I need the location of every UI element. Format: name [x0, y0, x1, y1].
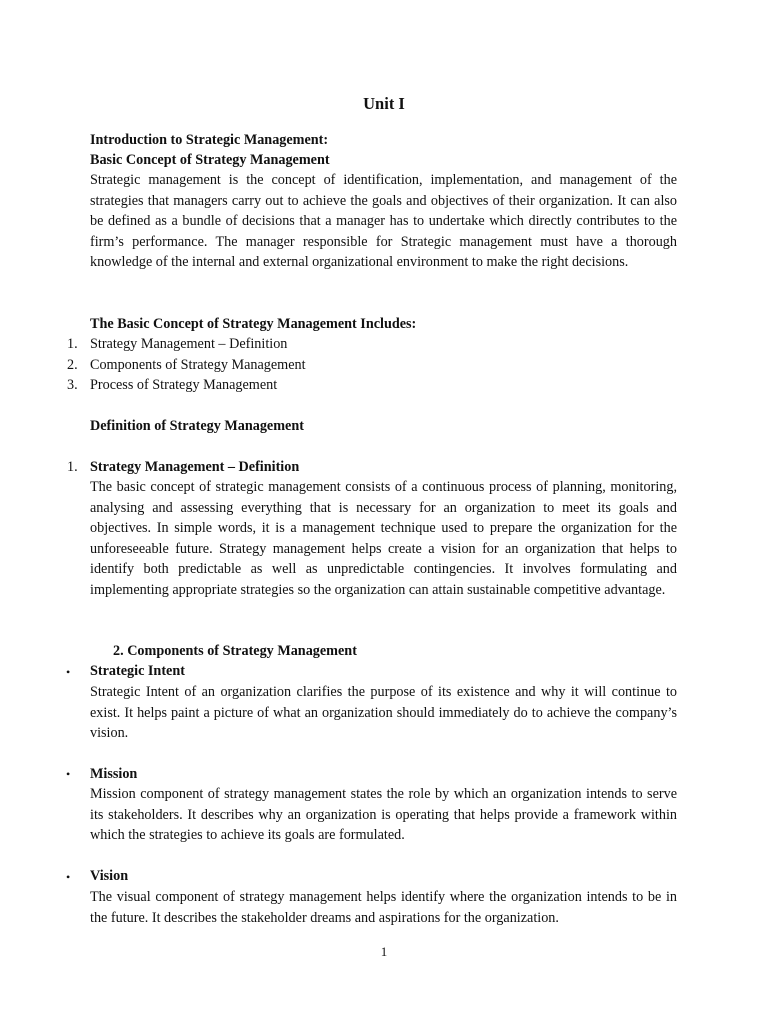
basic-concept-heading: Basic Concept of Strategy Management	[90, 152, 330, 168]
strategic-intent-paragraph: Strategic Intent of an organization clarifies the purpose of its existence and why it will continue to exist. It helps paint a picture of what an organization should immediately do to achieve the company’s vision.	[90, 684, 677, 741]
list-item: Strategy Management – Definition	[90, 336, 288, 352]
includes-heading: The Basic Concept of Strategy Management Includes:	[90, 316, 417, 332]
bullet-icon: •	[66, 767, 71, 781]
components-heading: 2. Components of Strategy Management	[113, 643, 357, 659]
section-number: 1.	[67, 459, 78, 475]
list-item-number: 3.	[67, 377, 78, 393]
list-item-number: 2.	[67, 357, 78, 373]
list-item-number: 1.	[67, 336, 78, 352]
basic-concept-paragraph: Strategic management is the concept of identification, implementation, and management of the strategies that managers carry out to achieve the goals and objectives of their organization. It can also be defined as a bundle of decisions that a manager has to undertake which directly contributes to the firm’s performance. The manager responsible for Strategic management must have a thorough knowledge of the internal and external organizational environment to make the right decisions.	[90, 172, 677, 270]
bullet-icon: •	[66, 665, 71, 679]
page-title: Unit I	[363, 94, 405, 113]
list-item: Components of Strategy Management	[90, 357, 306, 373]
strategic-intent-heading: Strategic Intent	[90, 663, 185, 679]
definition-paragraph: The basic concept of strategic management consists of a continuous process of planning, monitoring, analysing and assessing everything that is necessary for an organization to meet its goals and objectives. In simple words, it is a management technique used to prepare the organization for the unforeseeable future. Strategy management helps create a vision for an organization that helps to identify both predictable as well as unpredictable contingencies. It involves formulating and implementing appropriate strategies so the organization can attain sustainable competitive advantage.	[90, 479, 677, 598]
definition-heading: Definition of Strategy Management	[90, 418, 304, 434]
intro-heading: Introduction to Strategic Management:	[90, 132, 329, 148]
vision-heading: Vision	[90, 868, 129, 884]
vision-paragraph: The visual component of strategy management helps identify where the organization intends to be in the future. It describes the stakeholder dreams and aspirations for the organization.	[90, 889, 677, 926]
list-item: Process of Strategy Management	[90, 377, 278, 393]
mission-paragraph: Mission component of strategy management states the role by which an organization intends to serve its stakeholders. It describes why an organization is operating that helps provide a framework within which the strategies to achieve its goals are formulated.	[90, 786, 677, 843]
bullet-icon: •	[66, 870, 71, 884]
page-number: 1	[380, 944, 388, 959]
mission-heading: Mission	[90, 766, 138, 782]
definition-section-heading: Strategy Management – Definition	[90, 459, 300, 475]
